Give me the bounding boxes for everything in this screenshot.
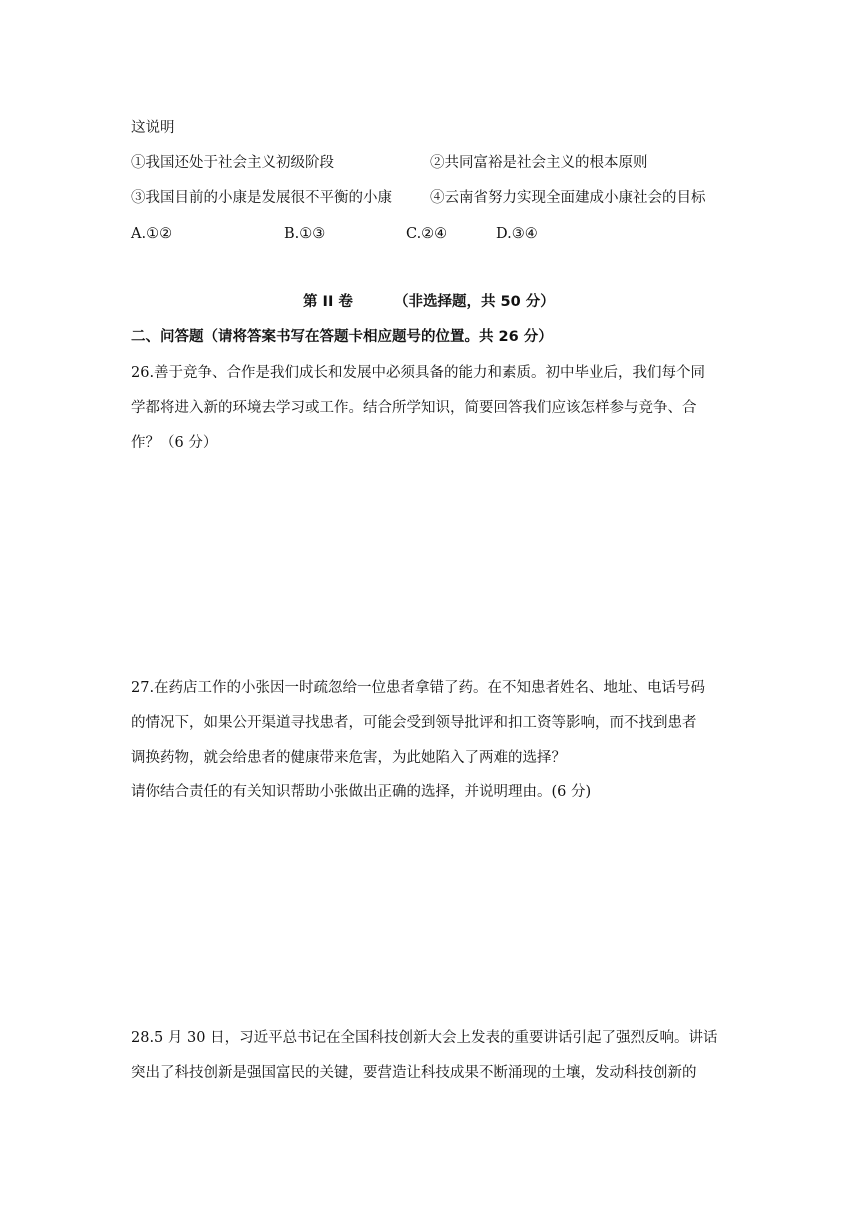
q27-line-3: 调换药物，就会给患者的健康带来危害，为此她陷入了两难的选择？ <box>131 750 566 766</box>
q27-line-1: 27.在药店工作的小张因一时疏忽给一位患者拿错了药。在不知患者姓名、地址、电话号码 <box>131 680 706 696</box>
section-subtitle: （非选择题，共 50 分） <box>394 294 555 310</box>
choice-b: B.①③ <box>284 226 326 242</box>
q27-line-2: 的情况下，如果公开渠道寻找患者，可能会受到领导批评和扣工资等影响，而不找到患者 <box>131 715 697 731</box>
q26-line-2: 学都将进入新的环境去学习或工作。结合所学知识，简要回答我们应该怎样参与竞争、合 <box>131 400 697 416</box>
choice-a: A.①② <box>131 226 173 242</box>
statement-3: ③我国目前的小康是发展很不平衡的小康 <box>131 190 392 206</box>
q26-line-3: 作？（6 分） <box>131 435 218 451</box>
q28-line-2: 突出了科技创新是强国富民的关键，要营造让科技成果不断涌现的土壤，发动科技创新的 <box>131 1065 697 1081</box>
q28-line-1: 28.5 月 30 日，习近平总书记在全国科技创新大会上发表的重要讲话引起了强烈反响。讲话 <box>131 1030 718 1046</box>
statement-4: ④云南省努力实现全面建成小康社会的目标 <box>430 190 706 206</box>
choice-d: D.③④ <box>496 226 538 242</box>
q27-line-4: 请你结合责任的有关知识帮助小张做出正确的选择，并说明理由。(6 分) <box>131 784 592 800</box>
question-stem-tail: 这说明 <box>131 120 175 136</box>
section-title: 第 II 卷 <box>303 294 353 310</box>
q26-line-1: 26.善于竞争、合作是我们成长和发展中必须具备的能力和素质。初中毕业后，我们每个同 <box>131 365 706 381</box>
choice-c: C.②④ <box>406 226 448 242</box>
statement-1: ①我国还处于社会主义初级阶段 <box>131 155 334 171</box>
part-title: 二、问答题（请将答案书写在答题卡相应题号的位置。共 26 分） <box>131 329 553 345</box>
statement-2: ②共同富裕是社会主义的根本原则 <box>430 155 648 171</box>
